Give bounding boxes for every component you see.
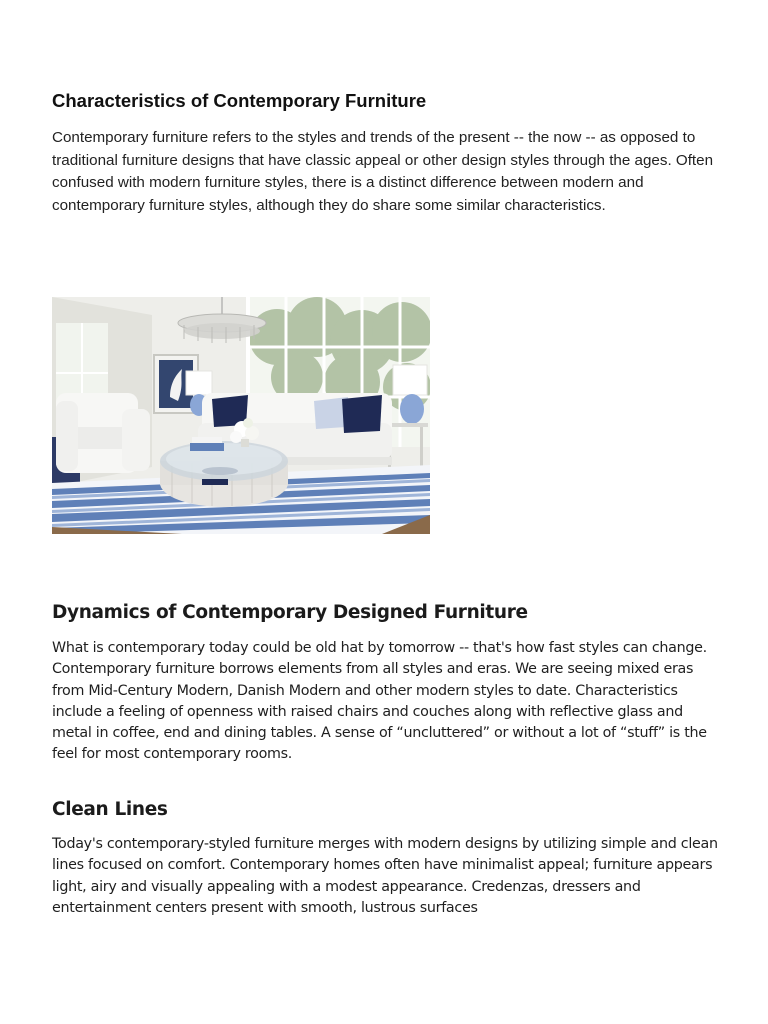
section-heading-characteristics: Characteristics of Contemporary Furniture xyxy=(52,90,427,111)
section-paragraph-characteristics: Contemporary furniture refers to the styles and trends of the present -- the now -- as opposed to traditional furniture designs that have classic appeal or other design styles through the ages. Often confused with modern furniture styles, there is a distinct difference between modern and contemporary furniture styles, although they do share some similar characteristics. xyxy=(52,129,714,214)
section-heading-clean-lines: Clean Lines xyxy=(52,799,168,820)
living-room-photo xyxy=(52,297,430,534)
section-paragraph-dynamics: What is contemporary today could be old hat by tomorrow -- that's how fast styles can change. Contemporary furniture borrows elements from all styles and eras. We are seeing mixed eras from Mid-Century Modern, Danish Modern and other modern styles to date. Characteristics include a feeling of openness with raised chairs and couches along with reflective glass and metal in coffee, end and dining tables. A sense of “uncluttered” or without a lot of “stuff” is the feel for most contemporary rooms. xyxy=(52,640,707,763)
section-heading-dynamics: Dynamics of Contemporary Designed Furniture xyxy=(52,602,528,623)
section-paragraph-clean-lines: Today's contemporary-styled furniture merges with modern designs by utilizing simple and clean lines focused on comfort. Contemporary homes often have minimalist appeal; furniture appears light, airy and visually appealing with a modest appearance. Credenzas, dressers and entertainment centers present with smooth, lustrous surfaces xyxy=(52,836,718,916)
